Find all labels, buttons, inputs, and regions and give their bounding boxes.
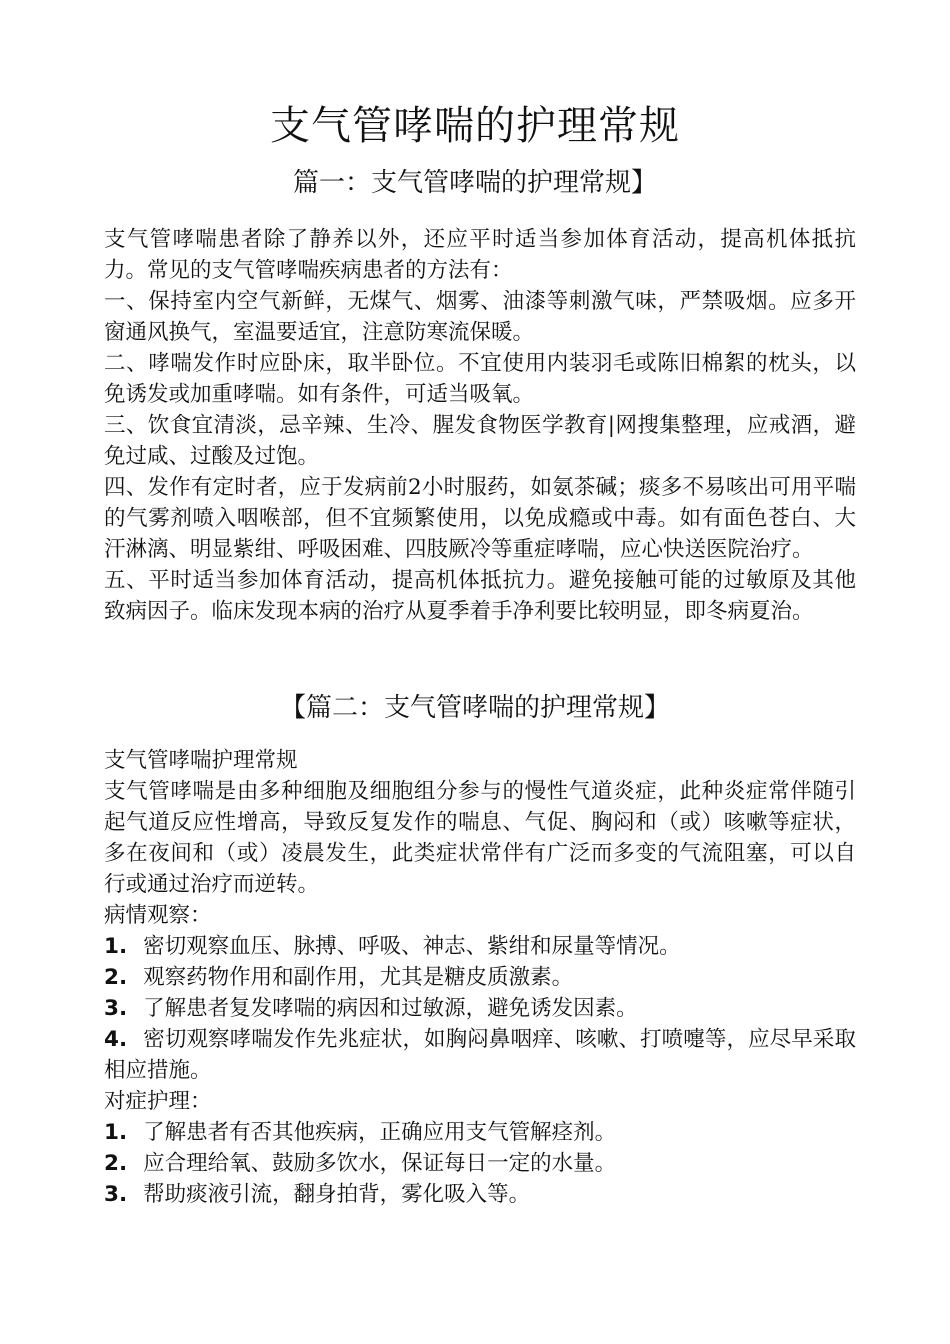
part2-intro: 支气管哮喘是由多种细胞及细胞组分参与的慢性气道炎症，此种炎症常伴随引起气道反应性增高，导致反复发作的喘息、气促、胸闷和（或）咳嗽等症状，多在夜间和（或）凌晨发生，此类症状常伴有广泛而多变的气流阻塞，可以自行或通过治疗而逆转。: [104, 779, 856, 897]
item-number: 1.: [104, 1120, 128, 1145]
observation-item: [104, 931, 856, 962]
item-text: 了解患者有否其他疾病，正确应用支气管解痉剂。: [143, 1120, 617, 1145]
part1-paragraph: 四、发作有定时者，应于发病前2小时服药，如氨茶碱；痰多不易咳出可用平喘的气雾剂喷入咽喉部，但不宜频繁使用，以免成瘾或中毒。如有面色苍白、大汗淋漓、明显紫绀、呼吸困难、四肢厥冷等重症哮喘，应心快送医院治疗。: [104, 475, 856, 562]
item-text: 密切观察血压、脉搏、呼吸、神志、紫绀和尿量等情况。: [143, 934, 681, 959]
item-text: 帮助痰液引流，翻身拍背，雾化吸入等。: [143, 1182, 531, 1207]
part1-paragraph: 二、哮喘发作时应卧床，取半卧位。不宜使用内装羽毛或陈旧棉絮的枕头，以免诱发或加重哮喘。如有条件，可适当吸氧。: [104, 351, 856, 407]
item-text: 密切观察哮喘发作先兆症状，如胸闷鼻咽痒、咳嗽、打喷嚏等，应尽早采取相应措施。: [104, 1027, 856, 1083]
observation-title: 病情观察：: [104, 903, 212, 928]
item-number: 3.: [104, 996, 128, 1021]
care-item: [104, 1179, 856, 1210]
item-number: 2.: [104, 965, 128, 990]
item-number: 4.: [104, 1027, 128, 1052]
observation-item: [104, 993, 856, 1024]
part1-body: [104, 224, 856, 627]
item-number: 3.: [104, 1182, 128, 1207]
part1-paragraph: 一、保持室内空气新鲜，无煤气、烟雾、油漆等刺激气味，严禁吸烟。应多开窗通风换气，室温要适宜，注意防寒流保暖。: [104, 289, 856, 345]
observation-item: [104, 962, 856, 993]
observation-item: [104, 1024, 856, 1086]
care-title: 对症护理：: [104, 1089, 212, 1114]
item-text: 了解患者复发哮喘的病因和过敏源，避免诱发因素。: [143, 996, 638, 1021]
care-item: [104, 1148, 856, 1179]
part1-paragraph: 三、饮食宜清淡，忌辛辣、生冷、腥发食物医学教育|网搜集整理，应戒酒，避免过咸、过酸及过饱。: [104, 413, 856, 469]
document-title: 支气管哮喘的护理常规: [270, 103, 680, 149]
item-text: 应合理给氧、鼓励多饮水，保证每日一定的水量。: [143, 1151, 617, 1176]
part2-heading: 【篇二：支气管哮喘的护理常规】: [279, 693, 670, 723]
item-text: 观察药物作用和副作用，尤其是糖皮质激素。: [143, 965, 574, 990]
part2-intro-title: 支气管哮喘护理常规: [104, 748, 298, 773]
care-item: [104, 1117, 856, 1148]
part1-paragraph: 五、平时适当参加体育活动，提高机体抵抗力。避免接触可能的过敏原及其他致病因子。临床发现本病的治疗从夏季着手净利要比较明显，即冬病夏治。: [104, 568, 856, 624]
item-number: 1.: [104, 934, 128, 959]
part1-heading: 篇一：支气管哮喘的护理常规】: [292, 168, 657, 198]
item-number: 2.: [104, 1151, 128, 1176]
part1-paragraph: 支气管哮喘患者除了静养以外，还应平时适当参加体育活动，提高机体抵抗力。常见的支气管哮喘疾病患者的方法有：: [104, 227, 856, 283]
part2-body: [104, 745, 856, 1210]
